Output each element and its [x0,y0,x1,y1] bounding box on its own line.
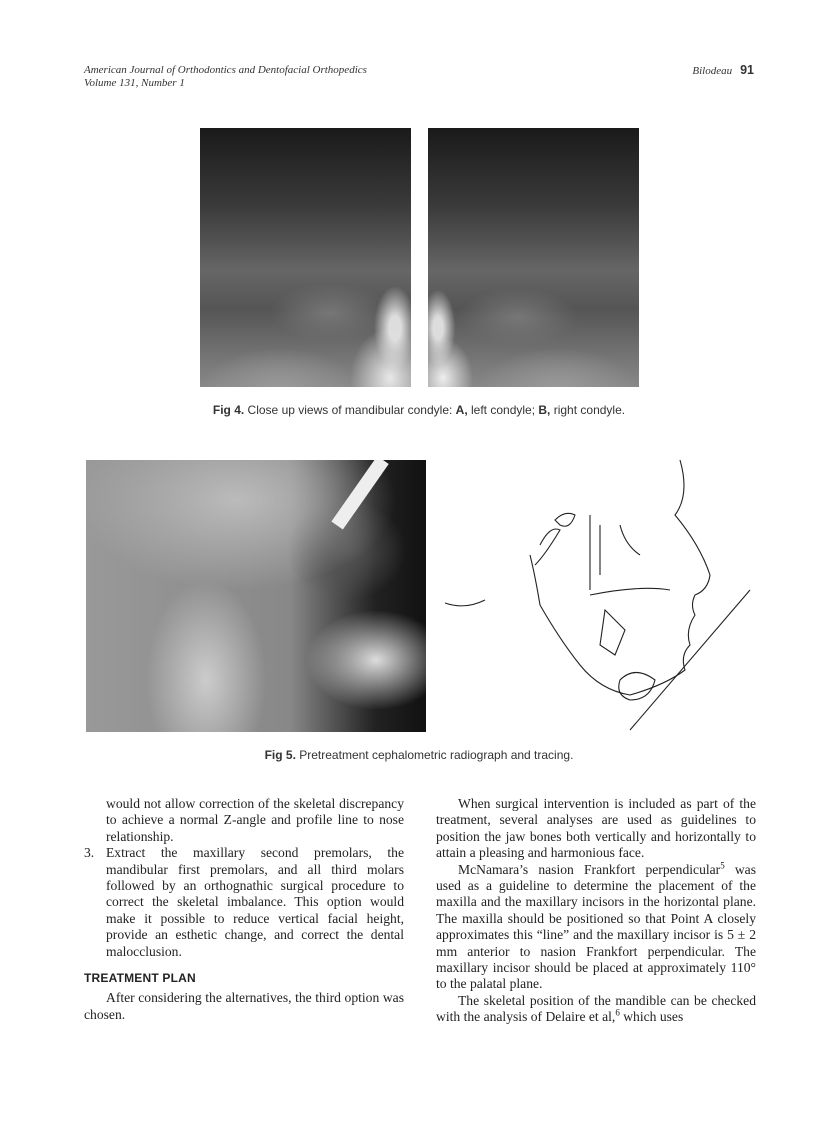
section-heading: TREATMENT PLAN [84,971,196,986]
journal-title: American Journal of Orthodontics and Dentofacial Orthopedics [84,64,367,76]
text: which uses [619,1009,684,1025]
left-column [84,796,404,1023]
fig5-caption [0,748,838,762]
paragraph: After considering the alternatives, the third option was chosen. [84,990,404,1022]
fig5-cephalometric-radiograph [86,460,426,732]
list-number: 3. [84,845,95,861]
text: was used as a guideline to determine the placement of the maxilla and the maxillary incisors in the horizontal plane. The maxilla should be positioned so that Point A closely approximates this “line” and the maxillary incisor is 5 ± 2 mm anterior to nasion Frankfort perpendicular. The maxillary incisor should be placed at approximately 110° to the palatal plane. [436,861,756,992]
caption-text: Close up views of mandibular condyle: [244,403,456,417]
paragraph: When surgical intervention is included as part of the treatment, several analyses are used as guidelines to position the jaw bones both vertically and horizontally to attain a pleasing and harmonious face. [436,796,756,861]
citation-6: 6 [615,1007,620,1018]
journal-volume: Volume 131, Number 1 [84,77,185,89]
paragraph [436,862,756,993]
running-header [84,64,367,90]
text: The skeletal position of the mandible can be checked with the analysis of Delaire et al, [436,992,756,1025]
fig4-left-condyle-image [200,128,411,387]
author-name: Bilodeau [692,65,733,77]
fig4-caption [0,403,838,417]
ruler-bar [331,460,388,530]
citation-5: 5 [720,860,725,871]
fig5-label: Fig 5. [264,748,296,762]
caption-text: Pretreatment cephalometric radiograph and tracing. [295,748,574,762]
right-column [436,796,756,1026]
fig5-cephalometric-tracing [440,455,760,740]
panel-label-b: B, [538,403,551,417]
paragraph: Extract the maxillary second premolars, the mandibular first premolars, and all third molars followed by an orthognathic surgical procedure to correct the skeletal imbalance. This option would make it possible to reduce vertical facial height, provide an esthetic change, and correct the dental malocclusion. [106,845,404,959]
caption-text: right condyle. [550,403,626,417]
text: McNamara’s nasion Frankfort perpendicular [458,861,721,877]
paragraph [436,993,756,1026]
paragraph: would not allow correction of the skeletal discrepancy to achieve a normal Z-angle and profile line to nose relationship. [106,796,404,844]
panel-label-a: A, [455,403,468,417]
caption-text: left condyle; [467,403,539,417]
fig4-right-condyle-image [428,128,639,387]
page-number: 91 [740,63,754,77]
fig4-label: Fig 4. [212,403,245,417]
page-header-right [692,63,754,77]
list-item-3 [84,845,404,986]
